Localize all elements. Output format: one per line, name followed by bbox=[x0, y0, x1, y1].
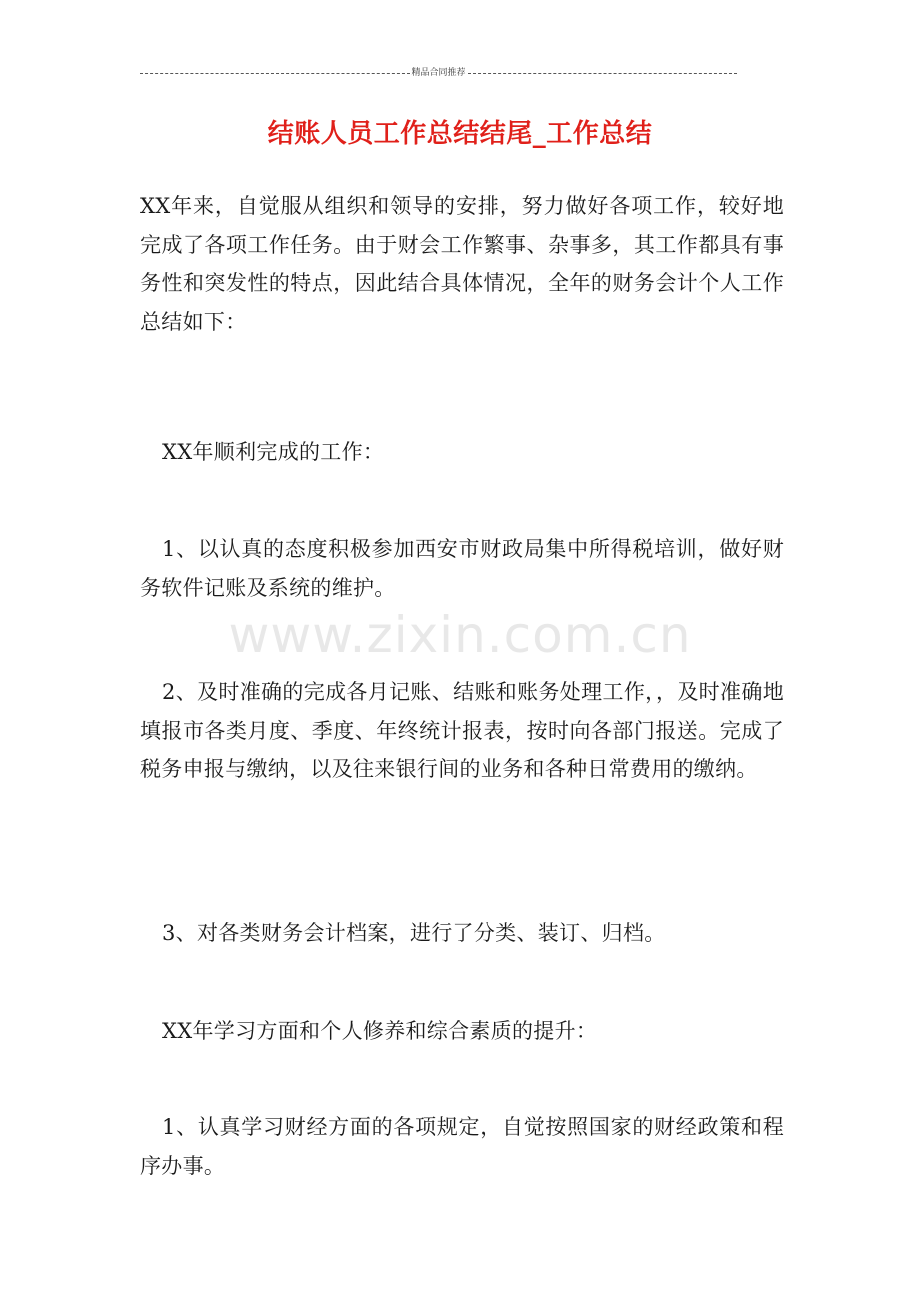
header-divider bbox=[140, 66, 737, 80]
paragraph-section-heading-2: XX年学习方面和个人修养和综合素质的提升： bbox=[162, 1019, 598, 1043]
header-dash-left bbox=[140, 73, 410, 74]
paragraph-item-2: 2、及时准确的完成各月记账、结账和账务处理工作，，及时准确地填报市各类月度、季度、年终统计报表，按时向各部门报送。完成了税务申报与缴纳，以及往来银行间的业务和各种日常费用的缴纳。 bbox=[140, 680, 784, 781]
paragraph-item-1: 1、以认真的态度积极参加西安市财政局集中所得税培训，做好财务软件记账及系统的维护。 bbox=[140, 537, 784, 600]
paragraph-item-4: 1、认真学习财经方面的各项规定，自觉按照国家的财经政策和程序办事。 bbox=[140, 1115, 784, 1178]
paragraph-item-3: 3、对各类财务会计档案，进行了分类、装订、归档。 bbox=[162, 921, 666, 945]
paragraph-intro: XX年来，自觉服从组织和领导的安排，努力做好各项工作，较好地完成了各项工作任务。由于财会工作繁事、杂事多，其工作都具有事务性和突发性的特点，因此结合具体情况，全年的财务会计个人工作总结如下： bbox=[140, 194, 784, 334]
paragraph-section-heading-1: XX年顺利完成的工作： bbox=[162, 440, 385, 464]
watermark: www.zixin.com.cn bbox=[228, 606, 692, 664]
header-label: 精品合同推荐 bbox=[411, 68, 466, 78]
document-title: 结账人员工作总结结尾_工作总结 bbox=[267, 119, 653, 149]
header-dash-right bbox=[468, 73, 738, 74]
